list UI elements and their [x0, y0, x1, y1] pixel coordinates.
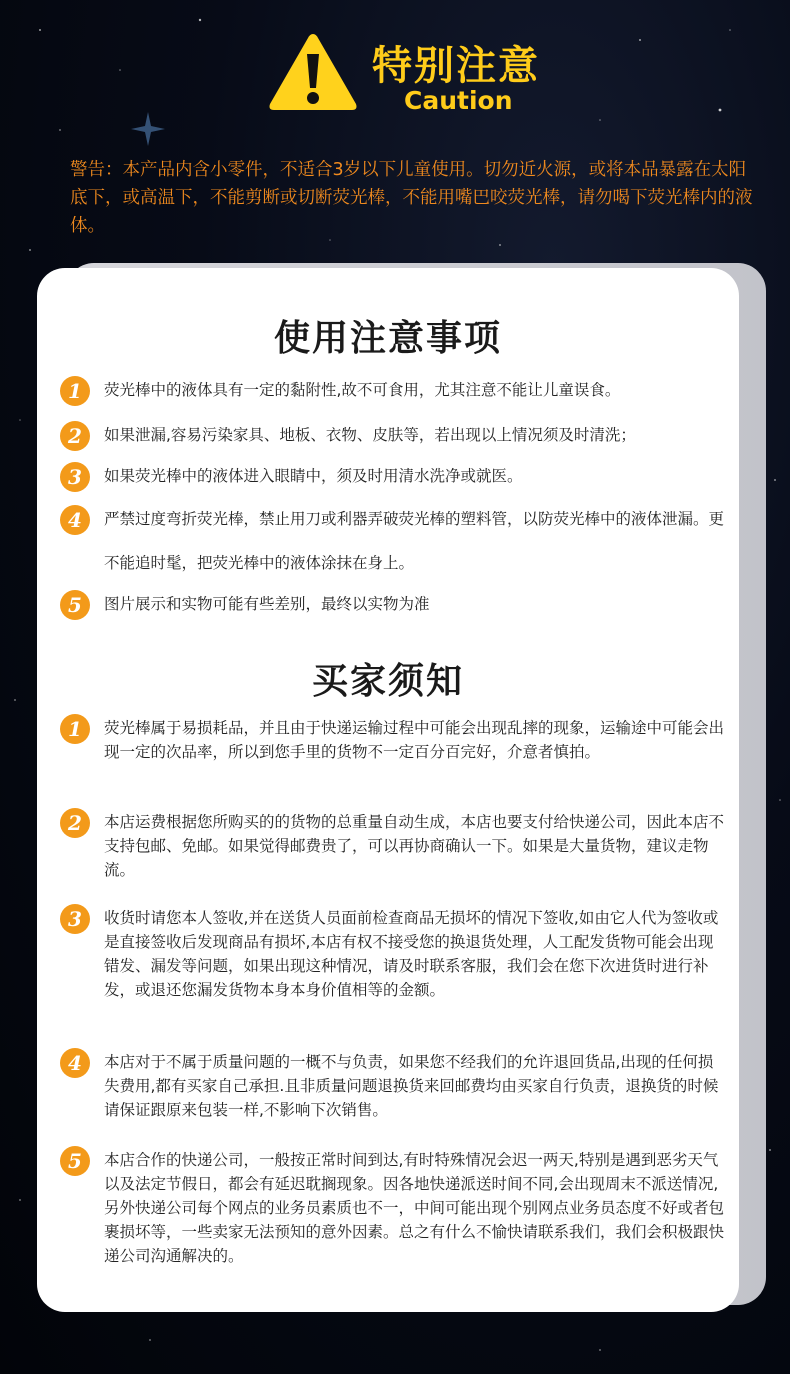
caution-title-en: Caution — [404, 86, 513, 115]
number-badge: 5 — [60, 1146, 90, 1176]
item-text: 图片展示和实物可能有些差别，最终以实物为准 — [104, 595, 430, 613]
number-badge: 1 — [60, 714, 90, 744]
item-text: 本店运费根据您所购买的的货物的总重量自动生成，本店也要支付给快递公司，因此本店不支持包邮、免邮。如果觉得邮费贵了，可以再协商确认一下。如果是大量货物，建议走物流。 — [104, 813, 725, 879]
item-text: 如果荧光棒中的液体进入眼睛中，须及时用清水洗净或就医。 — [104, 467, 523, 485]
item-text: 荧光棒中的液体具有一定的黏附性,故不可食用，尤其注意不能让儿童误食。 — [104, 381, 621, 399]
item-text: 收货时请您本人签收,并在送货人员面前检查商品无损坏的情况下签收,如由它人代为签收或是直接签收后发现商品有损坏,本店有权不接受您的换退货处理，人工配发货物可能会出现错发、漏发等问题，如果出现这种情况，请及时联系客服，我们会在您下次进货时进行补发，或退还您漏发货物本身本身价值相等的金额。 — [104, 909, 719, 999]
caution-title-cn: 特别注意 — [372, 43, 540, 89]
warning-text: 警告：本产品内含小零件，不适合3岁以下儿童使用。切勿近火源，或将本品暴露在太阳底下，或高温下，不能剪断或切断荧光棒，不能用嘴巴咬荧光棒，请勿喝下荧光棒内的液体。 — [70, 160, 753, 236]
caution-header — [0, 0, 790, 250]
number-badge: 3 — [60, 462, 90, 492]
number-badge: 5 — [60, 590, 90, 620]
item-text: 如果泄漏,容易污染家具、地板、衣物、皮肤等，若出现以上情况须及时清洗； — [104, 426, 636, 444]
number-badge: 4 — [60, 1048, 90, 1078]
buyer-section-title: 买家须知 — [311, 661, 464, 702]
warning-triangle-icon — [266, 30, 360, 114]
number-badge: 4 — [60, 505, 90, 535]
number-badge: 1 — [60, 376, 90, 406]
notice-card — [37, 268, 739, 1312]
number-badge: 2 — [60, 808, 90, 838]
item-text: 本店合作的快递公司，一般按正常时间到达,有时特殊情况会迟一两天,特别是遇到恶劣天气以及法定节假日，都会有延迟耽搁现象。因各地快递派送时间不同,会出现周末不派送情况,另外快递公司每个网点的业务员素质也不一，中间可能出现个别网点业务员态度不好或者包裹损坏等，一些卖家无法预知的意外因素。总之有什么不愉快请联系我们，我们会积极跟快递公司沟通解决的。 — [104, 1151, 725, 1265]
usage-section-title: 使用注意事项 — [273, 318, 502, 359]
item-text: 严禁过度弯折荧光棒，禁止用刀或利器弄破荧光棒的塑料管，以防荧光棒中的液体泄漏。更不能追时髦，把荧光棒中的液体涂抹在身上。 — [104, 510, 725, 572]
item-text: 本店对于不属于质量问题的一概不与负责，如果您不经我们的允许退回货品,出现的任何损失费用,都有买家自己承担.且非质量问题退换货来回邮费均由买家自行负责，退换货的时候请保证跟原来包装一样,不影响下次销售。 — [104, 1053, 719, 1119]
number-badge: 2 — [60, 421, 90, 451]
number-badge: 3 — [60, 904, 90, 934]
item-text: 荧光棒属于易损耗品，并且由于快递运输过程中可能会出现乱摔的现象，运输途中可能会出现一定的次品率，所以到您手里的货物不一定百分百完好，介意者慎拍。 — [104, 719, 725, 761]
